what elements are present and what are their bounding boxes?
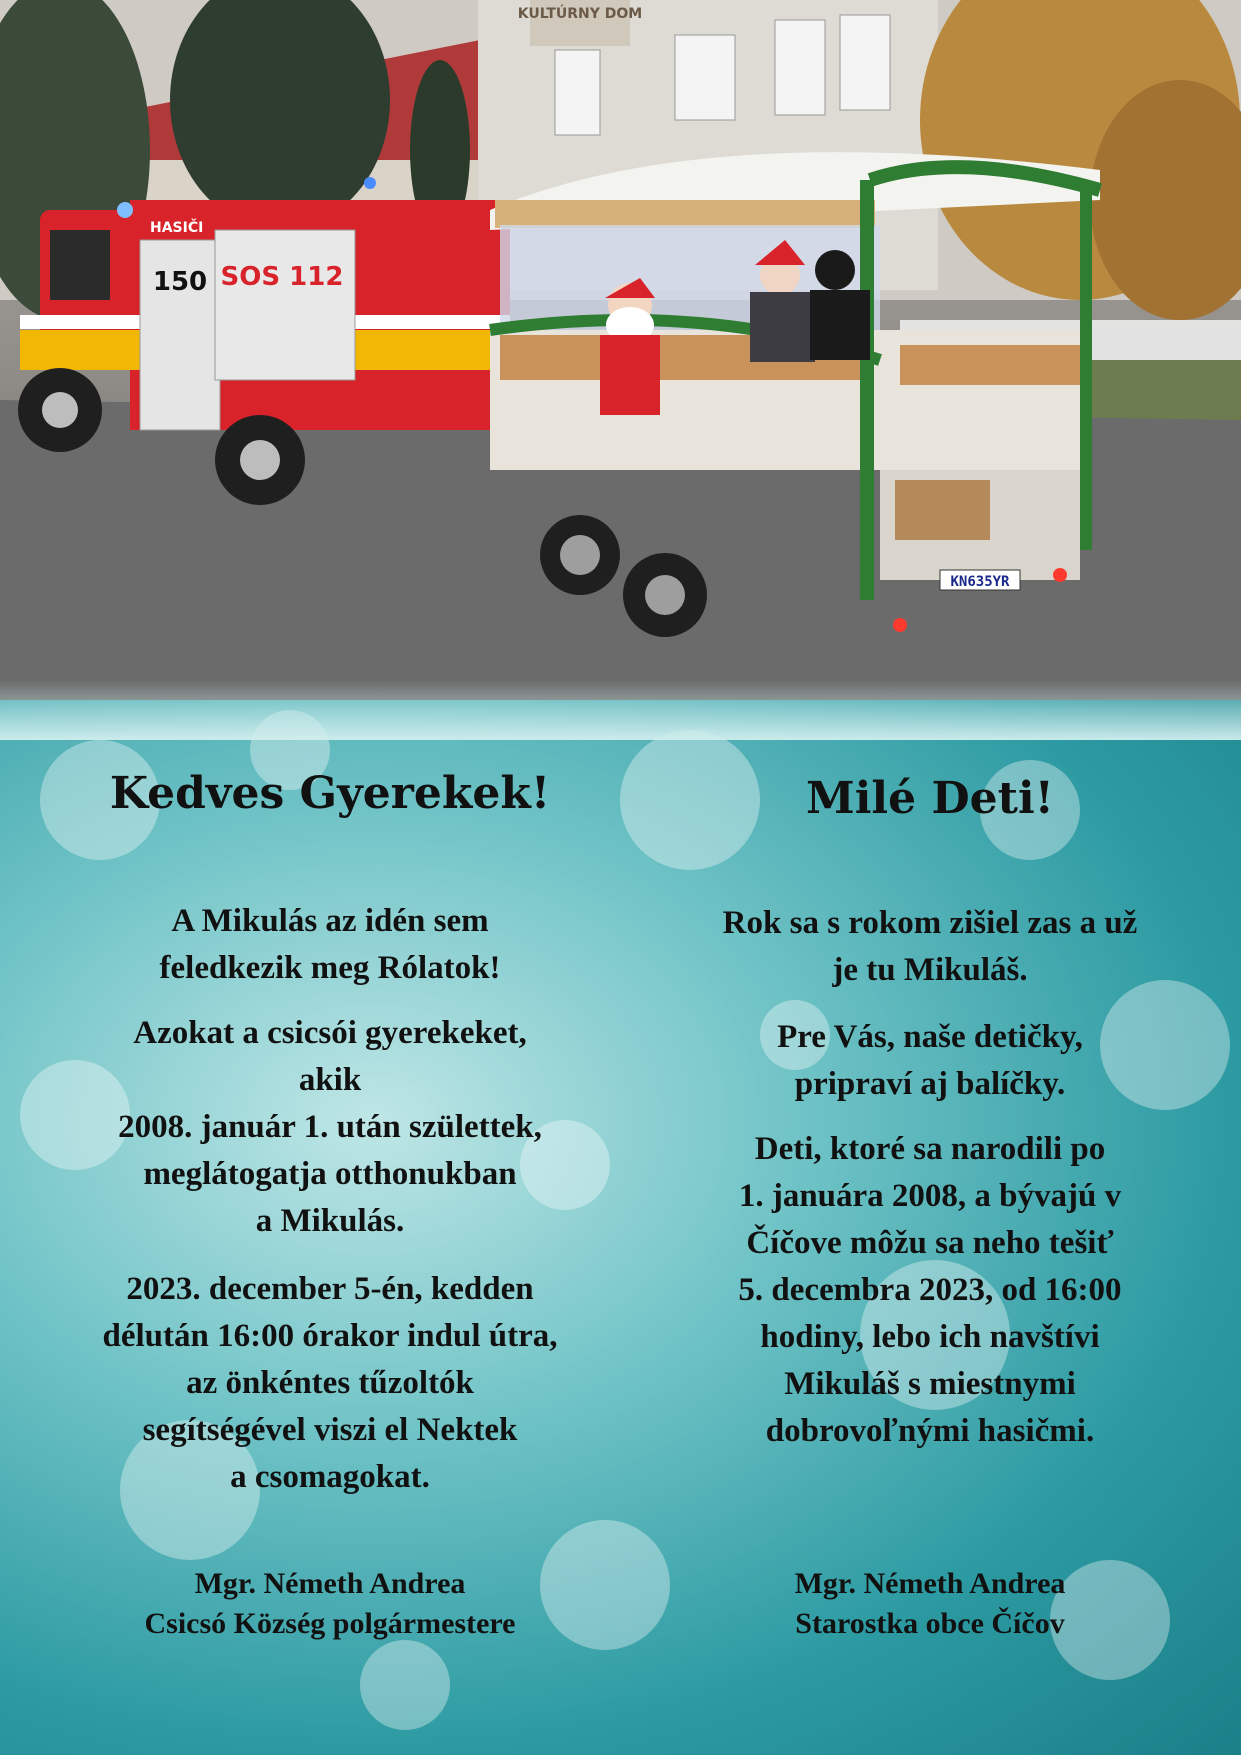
- hu-p3-line: délután 16:00 órakor indul útra,: [102, 1318, 558, 1354]
- sk-p3-line: Číčove môžu sa neho tešiť: [746, 1225, 1114, 1261]
- sk-p3-line: 5. decembra 2023, od 16:00: [738, 1272, 1122, 1308]
- hungarian-heading: Kedves Gyerekek!: [109, 768, 551, 819]
- hungarian-paragraph-1: [20, 898, 640, 992]
- hu-p2-line: Azokat a csicsói gyerekeket,: [133, 1015, 527, 1051]
- hungarian-paragraph-2: [20, 1010, 640, 1245]
- hu-p1-line: feledkezik meg Rólatok!: [159, 950, 501, 986]
- slovak-heading-block: [640, 773, 1220, 826]
- hungarian-heading-block: [20, 768, 640, 821]
- hungarian-paragraph-3: [20, 1266, 640, 1501]
- sk-p1-line: je tu Mikuláš.: [832, 952, 1028, 988]
- truck-door-label: SOS 112: [220, 262, 344, 292]
- trailer-plate: KN635YR: [950, 574, 1010, 590]
- sk-p3-line: hodiny, lebo ich navštívi: [760, 1319, 1100, 1355]
- photo-santa-sleigh: [0, 0, 1241, 715]
- sk-p3-line: dobrovoľnými hasičmi.: [765, 1413, 1095, 1449]
- sk-p2-line: Pre Vás, naše detičky,: [777, 1019, 1083, 1055]
- sk-signature-title: Starostka obce Číčov: [795, 1607, 1065, 1640]
- hu-signature-name: Mgr. Németh Andrea: [194, 1567, 466, 1600]
- hungarian-signature: [20, 1564, 640, 1644]
- hu-p3-line: segítségével viszi el Nektek: [142, 1412, 518, 1448]
- hu-p2-line: 2008. január 1. után születtek,: [118, 1109, 542, 1145]
- sk-p1-line: Rok sa s rokom zišiel zas a už: [722, 905, 1138, 941]
- sk-p2-line: pripraví aj balíčky.: [794, 1066, 1066, 1102]
- hu-p1-line: A Mikulás az idén sem: [171, 903, 489, 939]
- truck-number: 150: [152, 267, 208, 297]
- hu-p2-line: akik: [298, 1062, 362, 1098]
- sk-signature-name: Mgr. Németh Andrea: [794, 1567, 1066, 1600]
- slovak-paragraph-1: [640, 900, 1220, 994]
- hu-p2-line: meglátogatja otthonukban: [143, 1156, 517, 1192]
- sk-p3-line: Mikuláš s miestnymi: [784, 1366, 1076, 1402]
- slovak-heading: Milé Deti!: [806, 773, 1054, 824]
- hu-p2-line: a Mikulás.: [255, 1203, 405, 1239]
- hu-p3-line: az önkéntes tűzoltók: [186, 1365, 474, 1401]
- sk-p3-line: 1. januára 2008, a bývajú v: [738, 1178, 1122, 1214]
- photo-fade: [0, 680, 1241, 740]
- slovak-paragraph-3: [640, 1126, 1220, 1455]
- sk-p3-line: Deti, ktoré sa narodili po: [754, 1131, 1106, 1167]
- slovak-paragraph-2: [640, 1014, 1220, 1108]
- truck-brand: HASIČI: [150, 220, 204, 236]
- building-sign: KULTÚRNY DOM: [517, 6, 643, 22]
- hu-signature-title: Csicsó Község polgármestere: [144, 1607, 516, 1640]
- photo-illustration: [0, 0, 1241, 715]
- slovak-signature: [640, 1564, 1220, 1644]
- hu-p3-line: a csomagokat.: [230, 1459, 430, 1495]
- hu-p3-line: 2023. december 5-én, kedden: [126, 1271, 534, 1307]
